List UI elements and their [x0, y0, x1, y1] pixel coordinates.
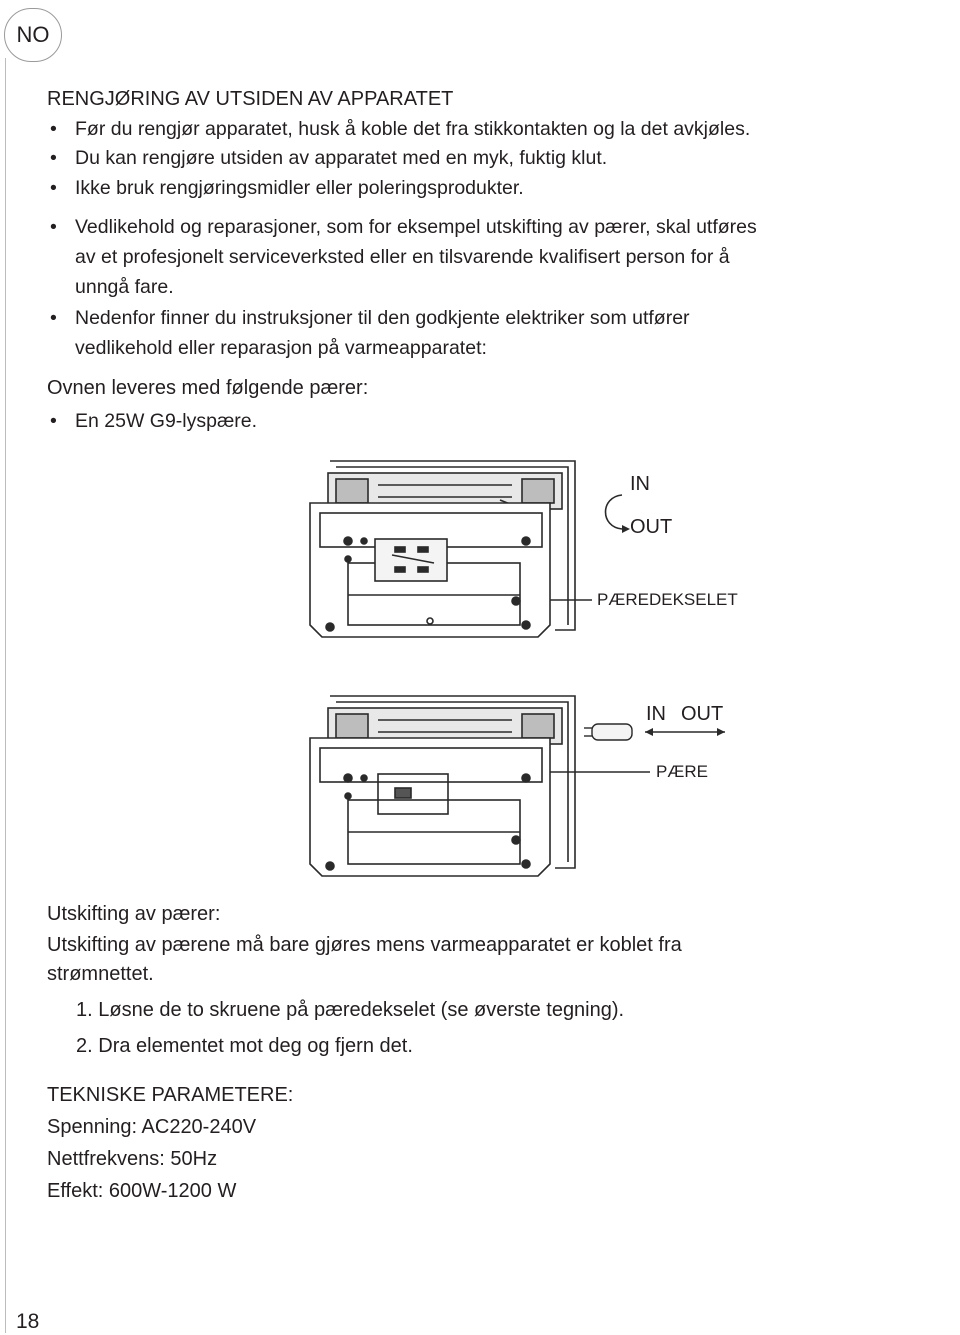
- step-text: Løsne de to skruene på pæredekselet (se øverste tegning).: [98, 999, 625, 1021]
- bullet-icon: •: [50, 177, 57, 199]
- bullet-icon: •: [50, 118, 57, 140]
- section-title-exterior: RENGJØRING AV UTSIDEN AV APPARATET: [47, 88, 454, 110]
- figure-callout-bulb: PÆRE: [656, 762, 708, 781]
- list-item-text: Vedlikehold og reparasjoner, som for eksempel utskifting av pærer, skal utføres: [75, 216, 757, 238]
- step-number: 2.: [76, 1035, 93, 1057]
- page-number: 18: [16, 1310, 40, 1333]
- paragraph-line: strømnettet.: [47, 963, 154, 985]
- list-item-text: Før du rengjør apparatet, husk å koble det fra stikkontakten og la det avkjøles.: [75, 118, 751, 140]
- list-item-text: av et profesjonelt serviceverksted eller en tilsvarende kvalifisert person for å: [75, 246, 730, 268]
- spec-frequency: Nettfrekvens: 50Hz: [47, 1148, 218, 1170]
- list-item-text: unngå fare.: [75, 276, 174, 298]
- list-item-text: En 25W G9-lyspære.: [75, 410, 258, 432]
- list-item-text: Du kan rengjøre utsiden av apparatet med en myk, fuktig klut.: [75, 147, 608, 169]
- figure-callout-bulb-cover: PÆREDEKSELET: [597, 590, 738, 609]
- numbered-step: [76, 996, 624, 1026]
- paragraph-line: Utskifting av pærene må bare gjøres mens varmeapparatet er koblet fra: [47, 934, 682, 956]
- language-badge: NO: [4, 8, 62, 62]
- list-item-text: Nedenfor finner du instruksjoner til den godkjente elektriker som utfører: [75, 307, 690, 329]
- figure-bulb-cover: [300, 455, 760, 645]
- bullet-icon: •: [50, 307, 57, 329]
- bullet-icon: •: [50, 147, 57, 169]
- figure-label-out: OUT: [630, 516, 673, 538]
- section-title-bulbs: Ovnen leveres med følgende pærer:: [47, 377, 369, 399]
- section-title-technical: TEKNISKE PARAMETERE:: [47, 1084, 294, 1106]
- spec-voltage: Spenning: AC220-240V: [47, 1116, 257, 1138]
- figure-label-in: IN: [646, 703, 666, 725]
- figure-label-in: IN: [630, 473, 650, 495]
- section-title-replacement: Utskifting av pærer:: [47, 903, 221, 925]
- numbered-step: [76, 1032, 413, 1062]
- list-item-text: vedlikehold eller reparasjon på varmeapparatet:: [75, 337, 487, 359]
- figure-bulb: [300, 690, 760, 885]
- bullet-icon: •: [50, 216, 57, 238]
- step-text: Dra elementet mot deg og fjern det.: [98, 1035, 413, 1057]
- list-item-text: Ikke bruk rengjøringsmidler eller poleringsprodukter.: [75, 177, 524, 199]
- step-number: 1.: [76, 999, 93, 1021]
- heater-diagram-top: [300, 455, 760, 645]
- figure-label-out: OUT: [681, 703, 724, 725]
- bullet-icon: •: [50, 410, 57, 432]
- margin-rule: [5, 58, 6, 1333]
- spec-power: Effekt: 600W-1200 W: [47, 1180, 237, 1202]
